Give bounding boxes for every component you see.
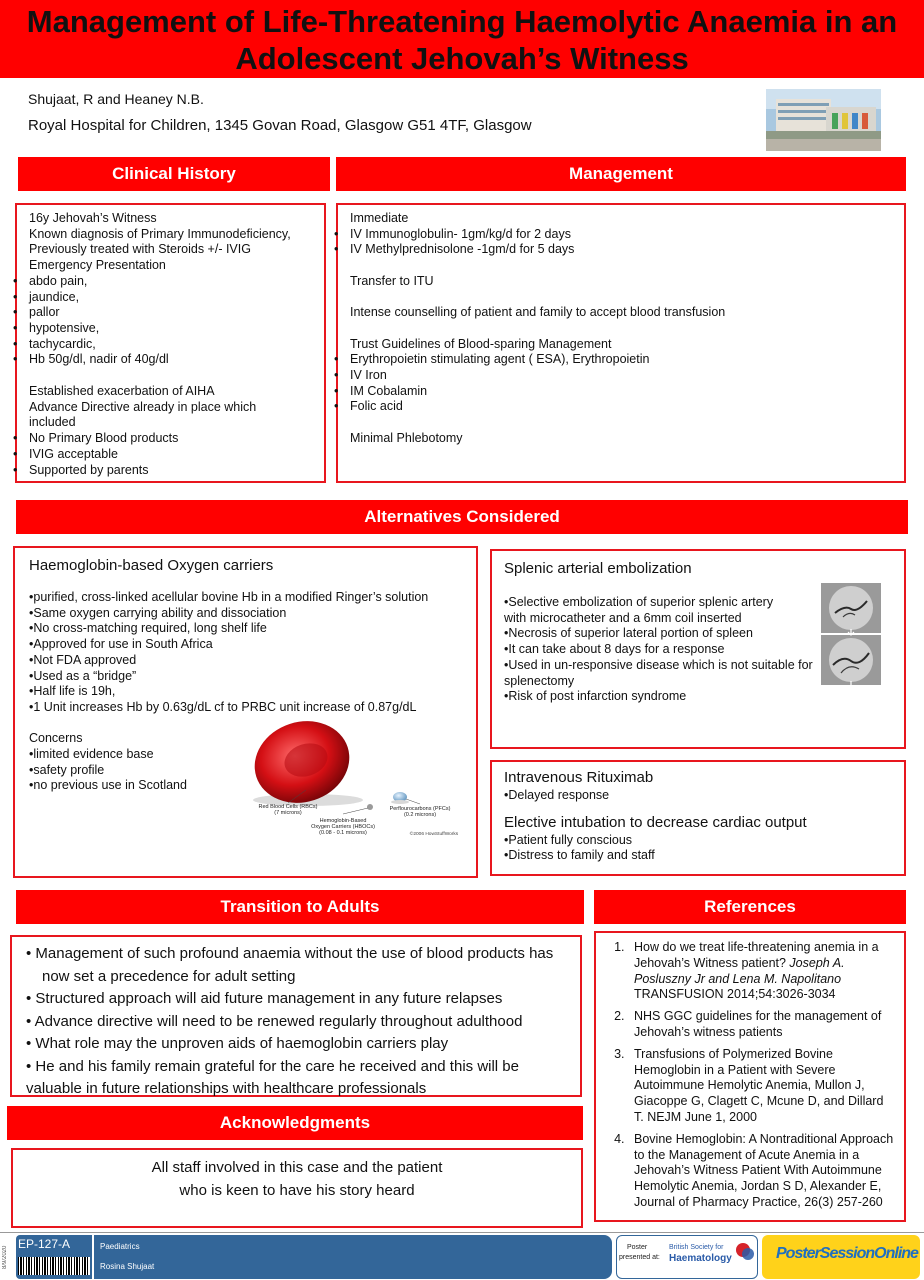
authors: Shujaat, R and Heaney N.B. <box>28 91 204 107</box>
transition-text: Structured approach will aid future management in any future relapses <box>35 990 503 1007</box>
transition-text: What role may the unproven aids of haemoglobin carriers play <box>35 1035 449 1052</box>
presented-at-label: Poster <box>627 1244 648 1251</box>
presentation-list <box>29 274 324 368</box>
concerns-title: Concerns <box>29 731 83 746</box>
list-item: • Erythropoietin stimulating agent ( ESA), Erythropoietin <box>350 352 904 368</box>
reference-text: How do we treat life-threatening anemia in a Jehovah’s Witness patient? <box>634 940 879 970</box>
clinical-history-box <box>15 203 326 483</box>
splenic-item: •Necrosis of superior lateral portion of spleen <box>504 626 753 641</box>
hboc-item: •Approved for use in South Africa <box>29 637 213 652</box>
transition-text: He and his family remain grateful for the care he received and this will be valuable in future relationships with healthcare professionals <box>26 1057 519 1097</box>
splenic-item: •Selective embolization of superior splenic artery <box>504 595 774 609</box>
affiliation: Royal Hospital for Children, 1345 Govan Road, Glasgow G51 4TF, Glasgow <box>28 117 532 134</box>
presenter-name: Rosina Shujaat <box>100 1262 155 1271</box>
postersessiononline-logo <box>762 1235 920 1279</box>
list-item: • Supported by parents <box>29 463 324 479</box>
figure-copyright: ©2006 HowStuffWorks <box>409 832 459 837</box>
transition-heading: Transition to Adults <box>16 890 584 924</box>
management-line: Trust Guidelines of Blood-sparing Management <box>350 336 612 351</box>
rituximab-item: •Delayed response <box>504 788 610 802</box>
splenic-item: splenectomy <box>504 673 575 688</box>
reference-item: 2. NHS GGC guidelines for the management of Jehovah’s witness patients <box>628 1009 894 1041</box>
history-line: Known diagnosis of Primary Immunodeficiency, <box>29 226 291 241</box>
bsh-logo-icon <box>735 1242 755 1262</box>
trust-list <box>350 352 904 415</box>
presented-at-label-2: presented at: <box>619 1254 660 1261</box>
management-heading: Management <box>336 157 906 191</box>
angiogram-images <box>821 583 881 685</box>
list-item: • abdo pain, <box>29 274 324 290</box>
poster-code: EP-127-A <box>18 1237 71 1251</box>
poster-code-panel <box>16 1235 92 1279</box>
transition-item: • Structured approach will aid future management in any future relapses <box>26 990 503 1007</box>
alternatives-heading: Alternatives Considered <box>16 500 908 534</box>
list-item: • tachycardic, <box>29 337 324 353</box>
category-label: Paediatrics <box>100 1242 140 1251</box>
barcode-icon <box>18 1257 90 1275</box>
clinical-history-heading: Clinical History <box>18 157 330 191</box>
category-panel <box>94 1235 612 1279</box>
hboc-item: •Half life is 19h, <box>29 684 116 699</box>
reference-item: 3. Transfusions of Polymerized Bovine Hemoglobin in a Patient with Severe Autoimmune Hemolytic Anemia, Mullon J, Giacoppe G, Clagett C, Mcune D, and Dillard T. NEJM June 1, 2000 <box>628 1047 894 1126</box>
list-item: • Hb 50g/dl, nadir of 40g/dl <box>29 352 324 368</box>
splenic-item: •Used in un-responsive disease which is not suitable for <box>504 657 813 672</box>
list-item: • No Primary Blood products <box>29 431 324 447</box>
history-line: Emergency Presentation <box>29 258 166 273</box>
list-item: • pallor <box>29 305 324 321</box>
bsh-panel <box>616 1235 758 1279</box>
history-line: 16y Jehovah’s Witness <box>29 211 157 225</box>
concern-item: •limited evidence base <box>29 747 154 762</box>
concern-item: •safety profile <box>29 762 105 777</box>
references-box <box>594 931 906 1222</box>
list-item: • IV Immunoglobulin- 1gm/kg/d for 2 days <box>350 227 904 243</box>
logo-text: PosterSessionOnline <box>776 1245 918 1262</box>
rbc-size-label: (7 microns) <box>274 810 302 816</box>
management-line: Immediate <box>350 211 409 225</box>
hboc-item: •1 Unit increases Hb by 0.63g/dL cf to PRBC unit increase of 0.87g/dL <box>29 699 417 714</box>
pfc-size-label: (0.2 microns) <box>403 812 437 818</box>
splenic-item: with microcatheter and a 6mm coil inserted <box>504 610 742 625</box>
management-box <box>336 203 906 483</box>
management-line: Transfer to ITU <box>350 273 434 288</box>
reference-journal: TRANSFUSION 2014;54:3026-3034 <box>634 987 836 1002</box>
transition-item: • Advance directive will need to be renewed regularly throughout adulthood <box>26 1012 523 1030</box>
transition-text: Advance directive will need to be renewed regularly throughout adulthood <box>34 1012 523 1030</box>
oxygen-carriers-figure <box>248 716 470 840</box>
hospital-photo <box>766 89 881 151</box>
immediate-list <box>350 227 904 258</box>
hboc-label-2: Oxygen Carriers (HBOCs) <box>311 824 375 830</box>
hboc-item: •No cross-matching required, long shelf life <box>29 621 267 636</box>
acknowledgments-box <box>11 1148 583 1228</box>
intubation-item: •Distress to family and staff <box>504 848 655 863</box>
list-item: • Folic acid <box>350 399 904 415</box>
poster-title: Management of Life-Threatening Haemolytic Anaemia in an Adolescent Jehovah’s Witness <box>0 0 924 78</box>
references-heading: References <box>594 890 906 924</box>
bsh-logo-line1: British Society for <box>669 1244 724 1251</box>
list-item: • IV Iron <box>350 368 904 384</box>
list-item: • jaundice, <box>29 290 324 306</box>
list-item: • IM Cobalamin <box>350 384 904 400</box>
references-list <box>608 940 894 1211</box>
management-line: Intense counselling of patient and family to accept blood transfusion <box>350 305 726 320</box>
hboc-item: •Not FDA approved <box>29 652 137 667</box>
transition-item: • Management of such profound anaemia without the use of blood products has now set a precedence for adult setting <box>26 945 554 985</box>
history-line: Previously treated with Steroids +/- IVIG <box>29 242 251 257</box>
splenic-title: Splenic arterial embolization <box>504 560 692 577</box>
pfc-label: Perflourocarbons (PFCs) <box>389 806 451 812</box>
reference-item: 4. Bovine Hemoglobin: A Nontraditional Approach to the Management of Acute Anemia in a Jehovah’s Witness Patient With Autoimmune Hemolytic Anemia, Jordan S D, Alexander E, Journal of Pharmacy Practice, 26(3) 257-260 <box>628 1132 894 1211</box>
hboc-label: Hemoglobin-Based <box>319 818 367 824</box>
directive-list <box>29 431 324 478</box>
reference-authors: Joseph A. Posluszny Jr and Lena M. Napolitano <box>634 955 845 986</box>
rbc-label: Red Blood Cells (RBCs) <box>258 804 318 810</box>
intubation-item: •Patient fully conscious <box>504 832 633 847</box>
list-item: • IV Methylprednisolone -1gm/d for 5 days <box>350 242 904 258</box>
ack-line: All staff involved in this case and the patient <box>151 1159 443 1176</box>
footer-date: 8/9/2020 <box>2 1245 8 1269</box>
reference-item <box>628 940 894 1003</box>
management-line: Minimal Phlebotomy <box>350 430 463 445</box>
splenic-item: •It can take about 8 days for a response <box>504 642 725 657</box>
splenic-item: •Risk of post infarction syndrome <box>504 689 687 704</box>
acknowledgments-heading: Acknowledgments <box>7 1106 583 1140</box>
hboc-item: •Same oxygen carrying ability and dissociation <box>29 605 287 620</box>
rituximab-box <box>490 760 906 876</box>
hboc-item: •purified, cross-linked acellular bovine Hb in a modified Ringer’s solution <box>29 590 429 604</box>
hboc-size-label: (0.08 - 0.1 microns) <box>319 830 367 836</box>
history-line: Advance Directive already in place which included <box>29 399 257 430</box>
transition-item: • What role may the unproven aids of haemoglobin carriers play <box>26 1035 449 1052</box>
transition-box <box>10 935 582 1097</box>
transition-item: • He and his family remain grateful for the care he received and this will be valuable in future relationships with healthcare professionals <box>26 1057 519 1097</box>
list-item: • IVIG acceptable <box>29 447 324 463</box>
bsh-logo-line2: Haematology <box>669 1253 732 1264</box>
ack-line: who is keen to have his story heard <box>179 1182 415 1199</box>
list-item: • hypotensive, <box>29 321 324 337</box>
hboc-item: •Used as a “bridge” <box>29 668 137 683</box>
footer <box>0 1232 924 1280</box>
concern-item: •no previous use in Scotland <box>29 778 187 793</box>
hboc-title: Haemoglobin-based Oxygen carriers <box>29 557 274 574</box>
intubation-title: Elective intubation to decrease cardiac output <box>504 813 807 831</box>
history-line: Established exacerbation of AIHA <box>29 384 215 399</box>
rituximab-title: Intravenous Rituximab <box>504 769 654 786</box>
transition-text: Management of such profound anaemia without the use of blood products has now set a precedence for adult setting <box>35 945 554 985</box>
